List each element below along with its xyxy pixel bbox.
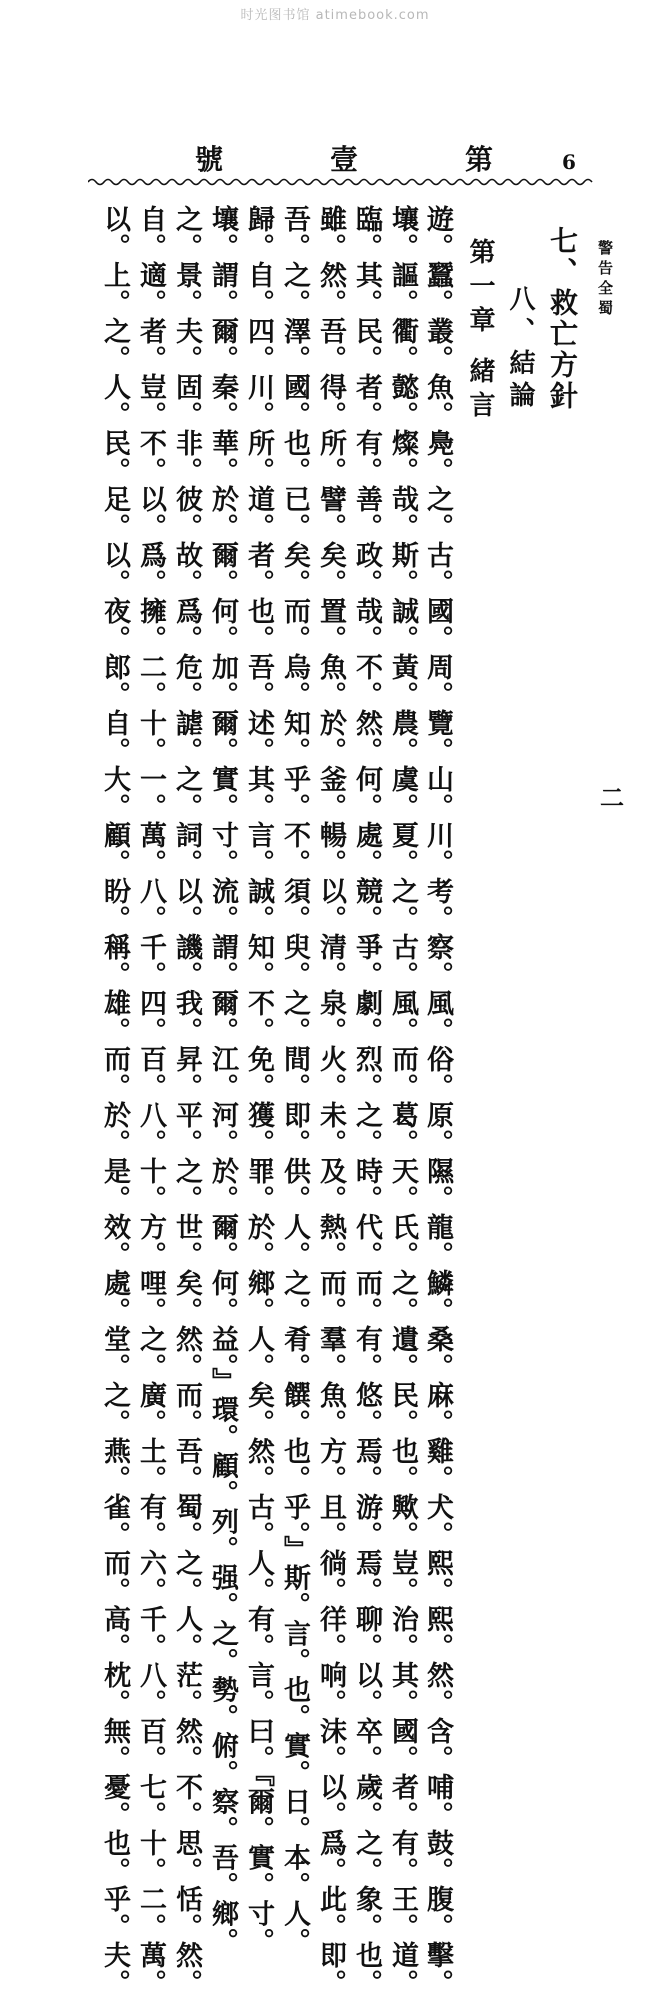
- text-column-9: 自。適。者。豈。不。以。爲。擁。二。十。一。萬。八。千。四。百。八。十。方。哩。之。廣。土。有。六。千。八。百。七。十。二。萬。: [135, 205, 166, 1997]
- section-heading: 七、救亡方針: [546, 226, 579, 412]
- masthead-char-hao: 號: [195, 143, 226, 176]
- issue-masthead: [195, 138, 495, 178]
- text-column-8: 之。景。夫。固。非。彼。故。爲。危。謔。之。詞。以。譏。我。昇。平。之。世。矣。然。而。吾。蜀。之。人。茫。然。不。思。恬。然。: [171, 205, 202, 1997]
- masthead-char-yi: 壹: [329, 143, 360, 176]
- text-column-4: 雖。然。吾。得。所。譬。矣。置。魚。於。釜。暢。以。清。泉。火。未。及。熱。而。羣。魚。方。且。徜。徉。响。沫。以。爲。此。即。: [315, 205, 346, 1997]
- masthead-char-di: 第: [464, 143, 495, 176]
- text-column-1: 遊。蠶。叢。魚。鳧。之。古。國。周。覽。山。川。考。察。風。俗。原。隰。龍。鱗。桑。麻。雞。犬。熙。熙。然。含。哺。鼓。腹。擊。: [422, 205, 453, 1997]
- text-column-5: 吾。之。澤。國。也。已。矣。而。烏。知。乎。不。須。臾。之。間。即。供。人。之。肴。饌。也。乎。』斯。言。也。實。日。本。人。: [279, 205, 310, 1956]
- chapter-heading: 第一章 緒言: [465, 238, 495, 426]
- journal-name: 警告全蜀: [596, 240, 614, 320]
- text-column-2: 壤。謳。衢。懿。燦。哉。斯。誠。黃。農。虞。夏。之。古。風。而。葛。天。氏。之。遺。民。也。歟。豈。治。其。國。者。有。王。道。: [387, 205, 418, 1997]
- page-number: 6: [562, 150, 576, 174]
- wavy-divider: [88, 176, 594, 188]
- site-watermark: 时光图书馆 atimebook.com: [240, 8, 430, 23]
- text-column-7: 壤。謂。爾。秦。華。於。爾。何。加。爾。實。寸。流。謂。爾。江。河。於。爾。何。益。』環。顧。列。强。之。勢。俯。察。吾。鄉。: [207, 205, 238, 1956]
- text-column-10: 以。上。之。人。民。足。以。夜。郎。自。大。顧。盼。稱。雄。而。於。是。效。處。堂。之。燕。雀。而。高。枕。無。憂。也。乎。夫。: [99, 205, 130, 1997]
- text-column-6: 歸。自。四。川。所。道。者。也。吾。述。其。言。誠。知。不。免。獲。罪。於。鄉。人。矣。然。古。人。有。言。曰。『爾。實。寸。: [243, 205, 274, 1956]
- text-column-3: 臨。其。民。者。有。善。政。哉。不。然。何。處。競。爭。劇。烈。之。時。代。而。有。悠。焉。游。焉。聊。以。卒。歲。之。象。也。: [351, 205, 382, 1997]
- folio-mark: 二: [600, 783, 624, 812]
- subsection-heading: 八、結論: [505, 285, 535, 413]
